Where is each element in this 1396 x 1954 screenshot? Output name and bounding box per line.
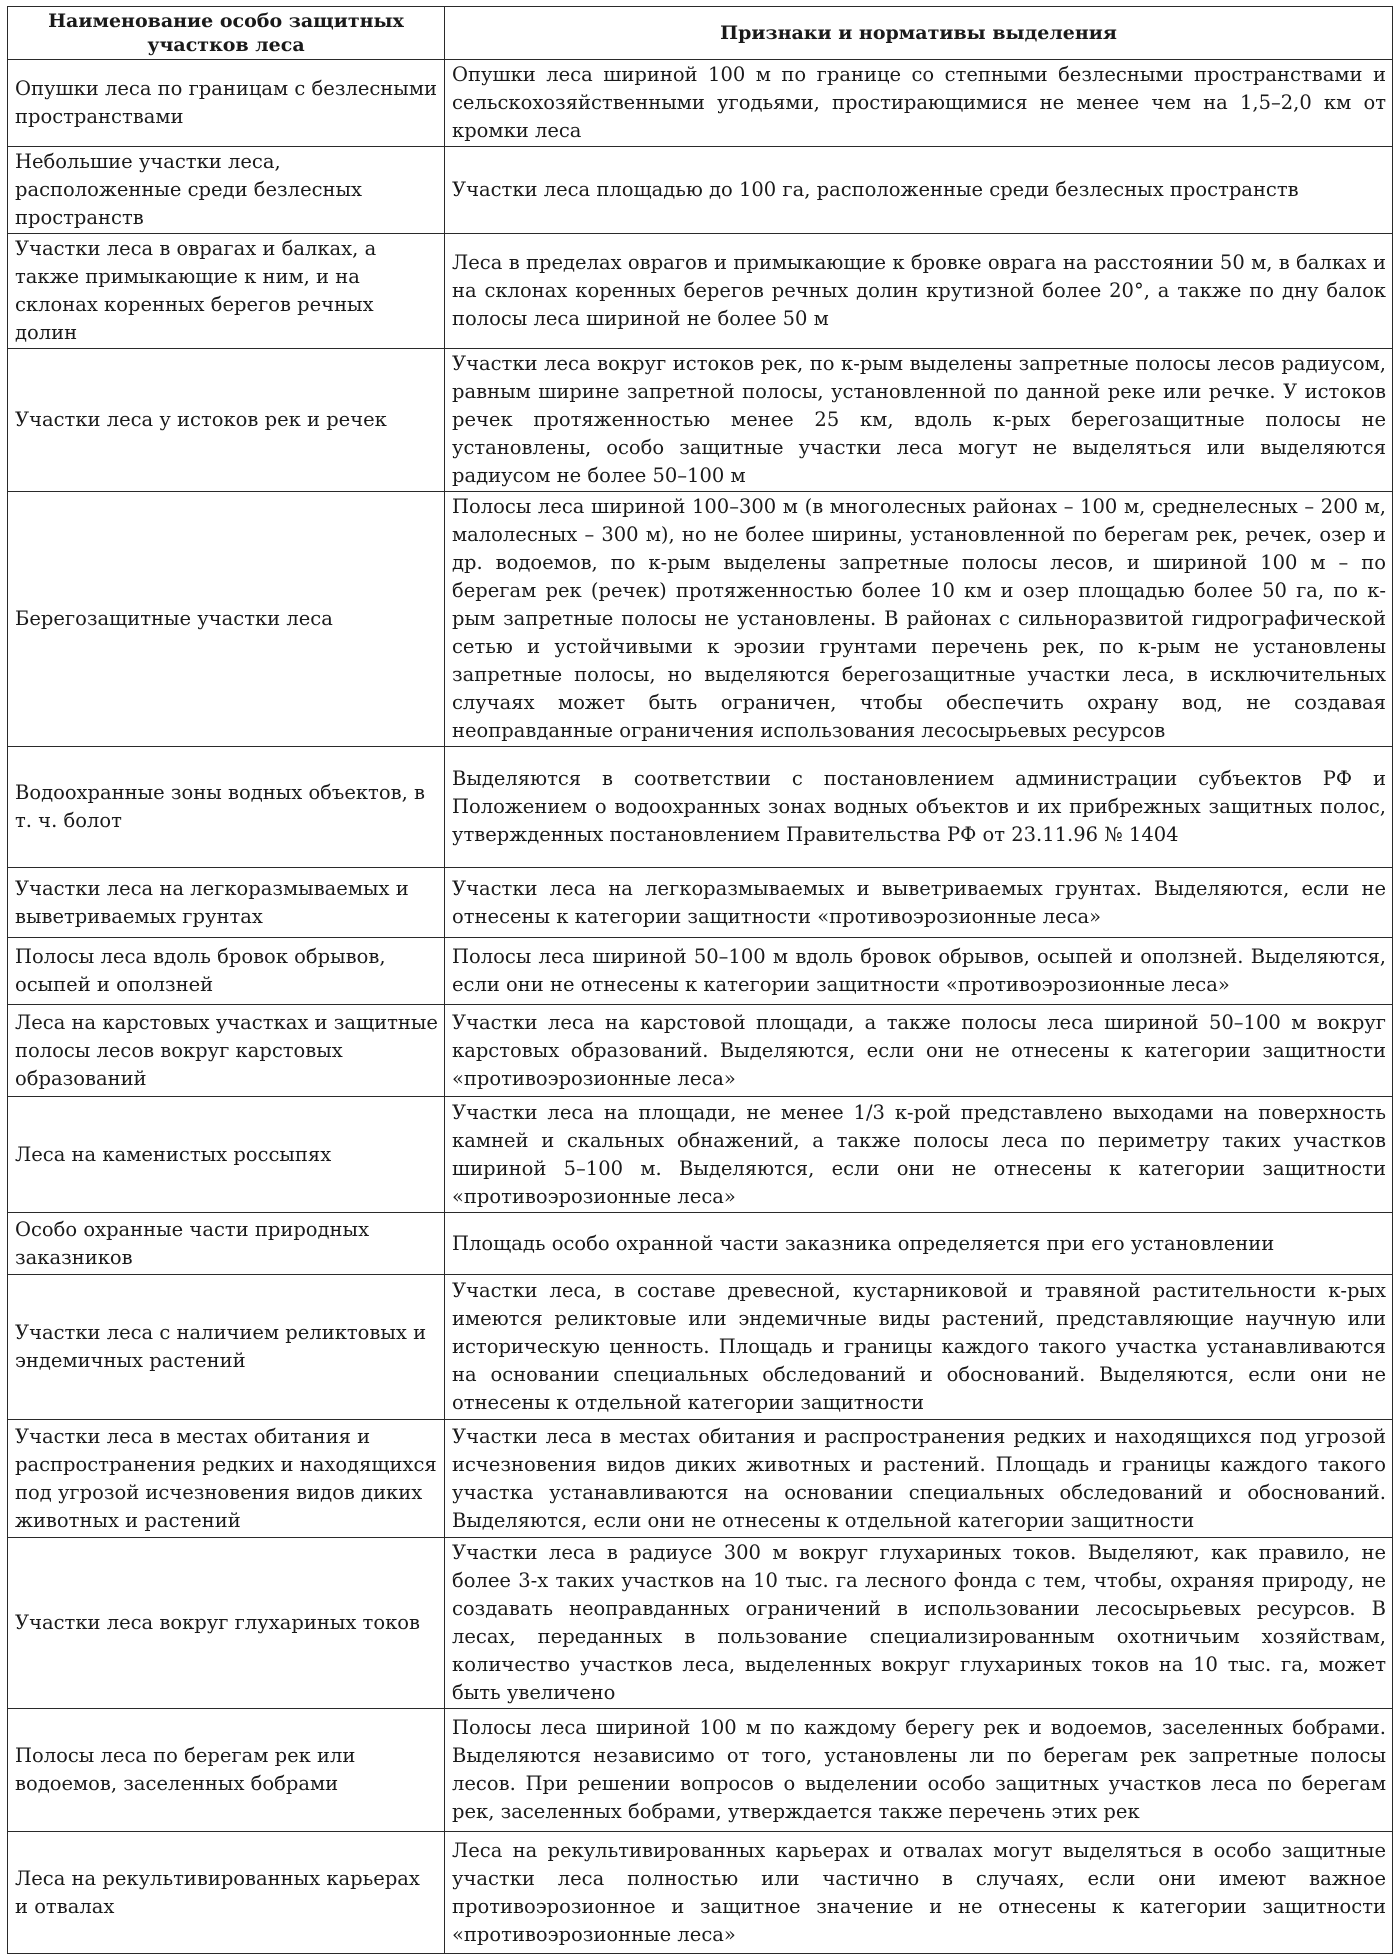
row-criteria-cell: Леса на рекультивированных карьерах и отвалах могут выделяться в особо защитные участки леса полностью или частично в случаях, если они имеют важное противоэрозионное и защитное значение и не отнесены к категории защитности «противоэрозионные леса»	[445, 1832, 1393, 1954]
table-row	[8, 868, 1393, 938]
row-name-cell: Водоохранные зоны водных объектов, в т. ч. болот	[8, 747, 445, 868]
row-name-cell: Полосы леса по берегам рек или водоемов, заселенных бобрами	[8, 1709, 445, 1832]
row-criteria-cell: Участки леса на карстовой площади, а также полосы леса шириной 50–100 м вокруг карстовых образований. Выделяются, если они не отнесены к категории защитности «противоэрозионные леса»	[445, 1005, 1393, 1097]
table-row	[8, 1709, 1393, 1832]
row-name-cell: Участки леса с наличием реликтовых и эндемичных растений	[8, 1275, 445, 1420]
row-criteria-cell: Опушки леса шириной 100 м по границе со степными безлесными пространствами и сельскохозяйственными угодьями, простирающимися не менее чем на 1,5–2,0 км от кромки леса	[445, 60, 1393, 147]
table-row	[8, 1213, 1393, 1275]
table-row	[8, 349, 1393, 492]
table-row	[8, 1005, 1393, 1097]
table-row	[8, 1832, 1393, 1954]
row-criteria-cell: Участки леса вокруг истоков рек, по к-рым выделены запретные полосы лесов радиусом, равным ширине запретной полосы, установленной по данной реке или речке. У истоков речек протяженностью менее 25 км, вдоль к-рых берегозащитные полосы не установлены, особо защитные участки леса могут не выделяться или выделяются радиусом не более 50–100 м	[445, 349, 1393, 492]
row-criteria-cell: Участки леса площадью до 100 га, расположенные среди безлесных пространств	[445, 147, 1393, 234]
row-criteria-cell: Участки леса на площади, не менее 1/3 к-рой представлено выходами на поверхность камней и скальных обнажений, а также полосы леса по периметру таких участков шириной 5–100 м. Выделяются, если они не отнесены к категории защитности «противоэрозионные леса»	[445, 1097, 1393, 1213]
row-criteria-cell: Участки леса на легкоразмываемых и выветриваемых грунтах. Выделяются, если не отнесены к категории защитности «противоэрозионные леса»	[445, 868, 1393, 938]
row-criteria-cell: Участки леса в местах обитания и распространения редких и находящихся под угрозой исчезновения видов диких животных и растений. Площадь и границы каждого такого участка устанавливаются на основании специальных обследований и обоснований. Выделяются, если они не отнесены к отдельной категории защитности	[445, 1420, 1393, 1538]
row-criteria-cell: Площадь особо охранной части заказника определяется при его установлении	[445, 1213, 1393, 1275]
table-row	[8, 1097, 1393, 1213]
row-name-cell: Леса на карстовых участках и защитные полосы лесов вокруг карстовых образований	[8, 1005, 445, 1097]
row-name-cell: Полосы леса вдоль бровок обрывов, осыпей и оползней	[8, 938, 445, 1005]
header-name-column: Наименование особо защитных участков леса	[8, 7, 445, 60]
table-row	[8, 747, 1393, 868]
row-name-cell: Участки леса в местах обитания и распространения редких и находящихся под угрозой исчезновения видов диких животных и растений	[8, 1420, 445, 1538]
table-header-row	[8, 7, 1393, 60]
table-row	[8, 938, 1393, 1005]
row-name-cell: Леса на рекультивированных карьерах и отвалах	[8, 1832, 445, 1954]
row-name-cell: Участки леса в оврагах и балках, а также примыкающие к ним, и на склонах коренных берегов речных долин	[8, 234, 445, 349]
row-criteria-cell: Полосы леса шириной 100–300 м (в многолесных районах – 100 м, среднелесных – 200 м, малолесных – 300 м), но не более ширины, установленной по берегам рек, речек, озер и др. водоемов, по к-рым выделены запретные полосы лесов, и шириной 100 м – по берегам рек (речек) протяженностью более 10 км и озер площадью более 50 га, по к-рым запретные полосы не установлены. В районах с сильноразвитой гидрографической сетью и устойчивыми к эрозии грунтами перечень рек, по к-рым не установлены запретные полосы, но выделяются берегозащитные участки леса, в исключительных случаях может быть ограничен, чтобы обеспечить охрану вод, не создавая неоправданные ограничения использования лесосырьевых ресурсов	[445, 492, 1393, 747]
row-name-cell: Леса на каменистых россыпях	[8, 1097, 445, 1213]
row-criteria-cell: Полосы леса шириной 50–100 м вдоль бровок обрывов, осыпей и оползней. Выделяются, если они не отнесены к категории защитности «противоэрозионные леса»	[445, 938, 1393, 1005]
row-criteria-cell: Участки леса, в составе древесной, кустарниковой и травяной растительности к-рых имеются реликтовые или эндемичные виды растений, представляющие научную или историческую ценность. Площадь и границы каждого такого участка устанавливаются на основании специальных обследований и обоснований. Выделяются, если они не отнесены к отдельной категории защитности	[445, 1275, 1393, 1420]
forest-areas-table	[7, 6, 1393, 1954]
row-name-cell: Участки леса вокруг глухариных токов	[8, 1538, 445, 1709]
row-name-cell: Небольшие участки леса, расположенные среди безлесных пространств	[8, 147, 445, 234]
row-name-cell: Опушки леса по границам с безлесными пространствами	[8, 60, 445, 147]
table-row	[8, 1420, 1393, 1538]
row-criteria-cell: Леса в пределах оврагов и примыкающие к бровке оврага на расстоянии 50 м, в балках и на склонах коренных берегов речных долин крутизной более 20°, а также по дну балок полосы леса шириной не более 50 м	[445, 234, 1393, 349]
row-name-cell: Особо охранные части природных заказников	[8, 1213, 445, 1275]
row-name-cell: Участки леса у истоков рек и речек	[8, 349, 445, 492]
row-name-cell: Берегозащитные участки леса	[8, 492, 445, 747]
table-row	[8, 1538, 1393, 1709]
table-row	[8, 147, 1393, 234]
row-name-cell: Участки леса на легкоразмываемых и выветриваемых грунтах	[8, 868, 445, 938]
row-criteria-cell: Участки леса в радиусе 300 м вокруг глухариных токов. Выделяют, как правило, не более 3-х таких участков на 10 тыс. га лесного фонда с тем, чтобы, охраняя природу, не создавать неоправданных ограничений в использовании лесосырьевых ресурсов. В лесах, переданных в пользование специализированным охотничьим хозяйствам, количество участков леса, выделенных вокруг глухариных токов на 10 тыс. га, может быть увеличено	[445, 1538, 1393, 1709]
table-row	[8, 60, 1393, 147]
table-row	[8, 234, 1393, 349]
row-criteria-cell: Выделяются в соответствии с постановлением администрации субъектов РФ и Положением о водоохранных зонах водных объектов и их прибрежных защитных полос, утвержденных постановлением Правительства РФ от 23.11.96 № 1404	[445, 747, 1393, 868]
header-criteria-column: Признаки и нормативы выделения	[445, 7, 1393, 60]
row-criteria-cell: Полосы леса шириной 100 м по каждому берегу рек и водоемов, заселенных бобрами. Выделяются независимо от того, установлены ли по берегам рек запретные полосы лесов. При решении вопросов о выделении особо защитных участков леса по берегам рек, заселенных бобрами, утверждается также перечень этих рек	[445, 1709, 1393, 1832]
table-row	[8, 492, 1393, 747]
table-row	[8, 1275, 1393, 1420]
